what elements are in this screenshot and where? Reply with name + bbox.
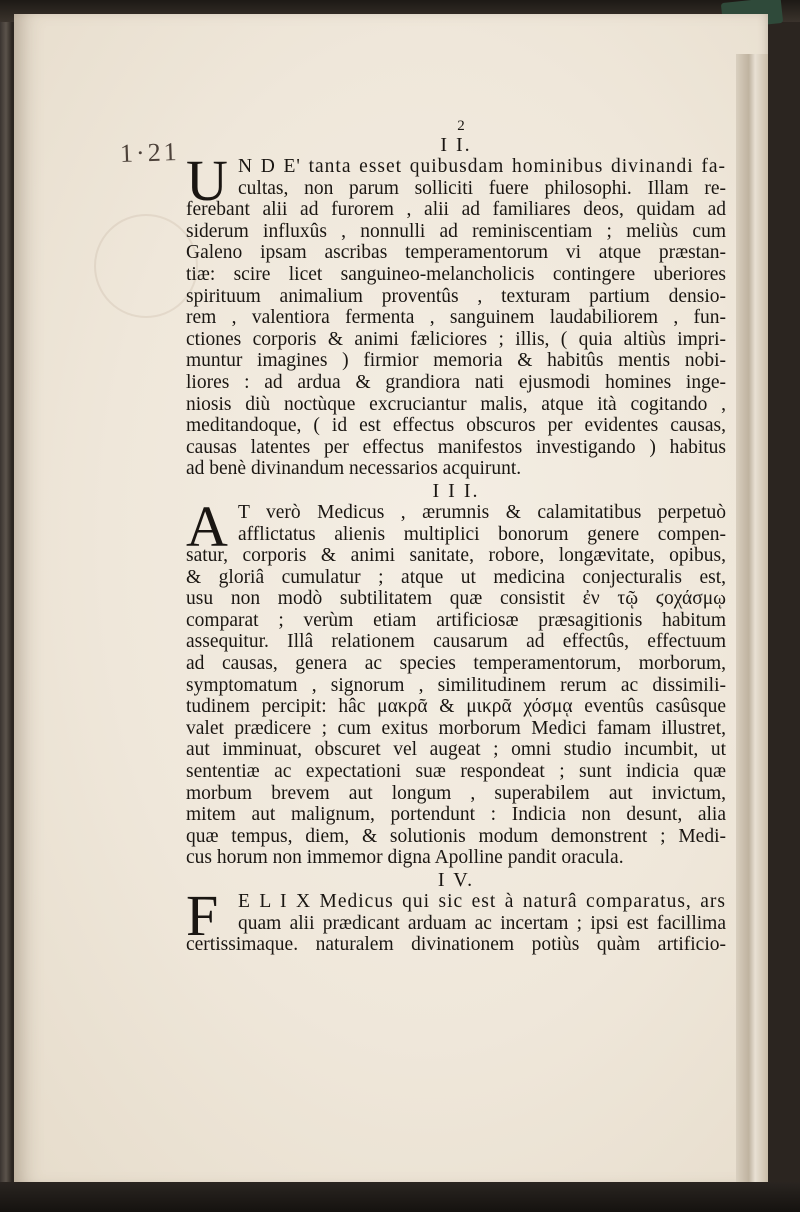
text-line: quam alii prædicant arduam ac incertam ; ipsi est facillima <box>238 912 726 934</box>
section-iv-paragraph <box>186 883 726 956</box>
text-block <box>186 118 726 956</box>
dropcap-a: A <box>186 493 228 559</box>
text-line: assequitur. Illâ relationem causarum ad effectûs, effectuum <box>186 631 726 653</box>
text-line: comparat ; verùm etiam artificiosæ præsagitionis habitum <box>186 609 726 631</box>
text-line: ad causas, genera ac species temperamentorum, morborum, <box>186 653 726 675</box>
text-line: valet prædicere ; cum exitus morborum Medici famam illustret, <box>186 717 726 739</box>
text-line: satur, corporis & animi sanitate, robore, longævitate, opibus, <box>186 545 726 567</box>
text-line: aut imminuat, obscuret vel augeat ; omni studio incumbit, ut <box>186 739 726 761</box>
text-line: & gloriâ cumulatur ; atque ut medicina conjecturalis est, <box>186 566 726 588</box>
text-line: afflictatus alienis multiplici bonorum genere compen- <box>238 523 726 545</box>
text-line: cultas, non parum solliciti fuere philosophi. Illam re- <box>238 177 726 199</box>
text-line: N D E' tanta esset quibusdam hominibus divinandi fa- <box>238 156 726 177</box>
dropcap-u: U <box>186 148 228 213</box>
text-line: E L I X Medicus qui sic est à naturâ comparatus, ars <box>238 891 726 912</box>
text-line: niosis diù noctùque excruciantur malis, atque ità cogitando , <box>186 393 726 415</box>
text-line: usu non modò subtilitatem quæ consistit ἐν τῷ ϛοχάσμῳ <box>186 588 726 610</box>
text-line: tiæ: scire licet sanguineo-melancholicis contingere uberiores <box>186 263 726 285</box>
margin-annotation: 1·21 <box>119 136 181 169</box>
section-ii-paragraph <box>186 148 726 480</box>
text-line: quæ tempus, diem, & solutionis modum demonstrent ; Medi- <box>186 825 726 847</box>
text-line: cus horum non immemor digna Apolline pandit oracula. <box>186 847 624 869</box>
page-number: 2 <box>457 118 465 134</box>
faint-stamp <box>94 214 198 318</box>
text-line: liores : ad ardua & grandiora nati ejusmodi homines inge- <box>186 371 726 393</box>
section-iii-paragraph <box>186 493 726 869</box>
text-line: spirituum animalium proventûs , texturam partium densio- <box>186 285 726 307</box>
text-line: morbum brevem aut longum , superabilem aut invictum, <box>186 782 726 804</box>
text-line: mitem aut malignum, portendunt : Indicia non desunt, alia <box>186 804 726 826</box>
page-edge <box>736 54 768 1194</box>
text-line: muntur imagines ) firmior memoria & habitûs mentis nobi- <box>186 350 726 372</box>
text-line: ferebant alii ad furorem , alii ad familiares deos, quidam ad <box>186 199 726 221</box>
text-line: causas latentes per effectus manifestos investigando ) habitus <box>186 436 726 458</box>
dropcap-f: F <box>186 883 219 948</box>
text-line: rem , valentiora fermenta , sanguinem laudabiliorem , fun- <box>186 307 726 329</box>
section-heading-iii: I I I. <box>432 479 480 502</box>
section-heading-iv: I V. <box>437 869 475 891</box>
section-heading-ii: I I. <box>440 134 472 156</box>
text-line: meditandoque, ( id est effectus obscuros per evidentes causas, <box>186 415 726 437</box>
text-line: T verò Medicus , ærumnis & calamitatibus perpetuò <box>238 501 726 523</box>
text-line: certissimaque. naturalem divinationem potiùs quàm artificio- <box>186 934 726 956</box>
scan-bottom-edge <box>0 1182 800 1212</box>
text-line: ad benè divinandum necessarios acquirunt. <box>186 458 522 480</box>
text-line: ctiones corporis & animi fæliciores ; illis, ( quia altiùs impri- <box>186 328 726 350</box>
text-line: tudinem percipit: hâc μακρᾶ & μικρᾶ χόσμᾳ eventûs casûsque <box>186 696 726 718</box>
text-line: Galeno ipsam ascribas temperamentorum vi atque præstan- <box>186 242 726 264</box>
text-line: siderum influxûs , nonnulli ad reminiscentiam ; meliùs cum <box>186 220 726 242</box>
text-line: symptomatum , signorum , similitudinem rerum ac dissimili- <box>186 674 726 696</box>
text-line: sententiæ ac expectationi suæ respondeat ; sunt indicia quæ <box>186 761 726 783</box>
